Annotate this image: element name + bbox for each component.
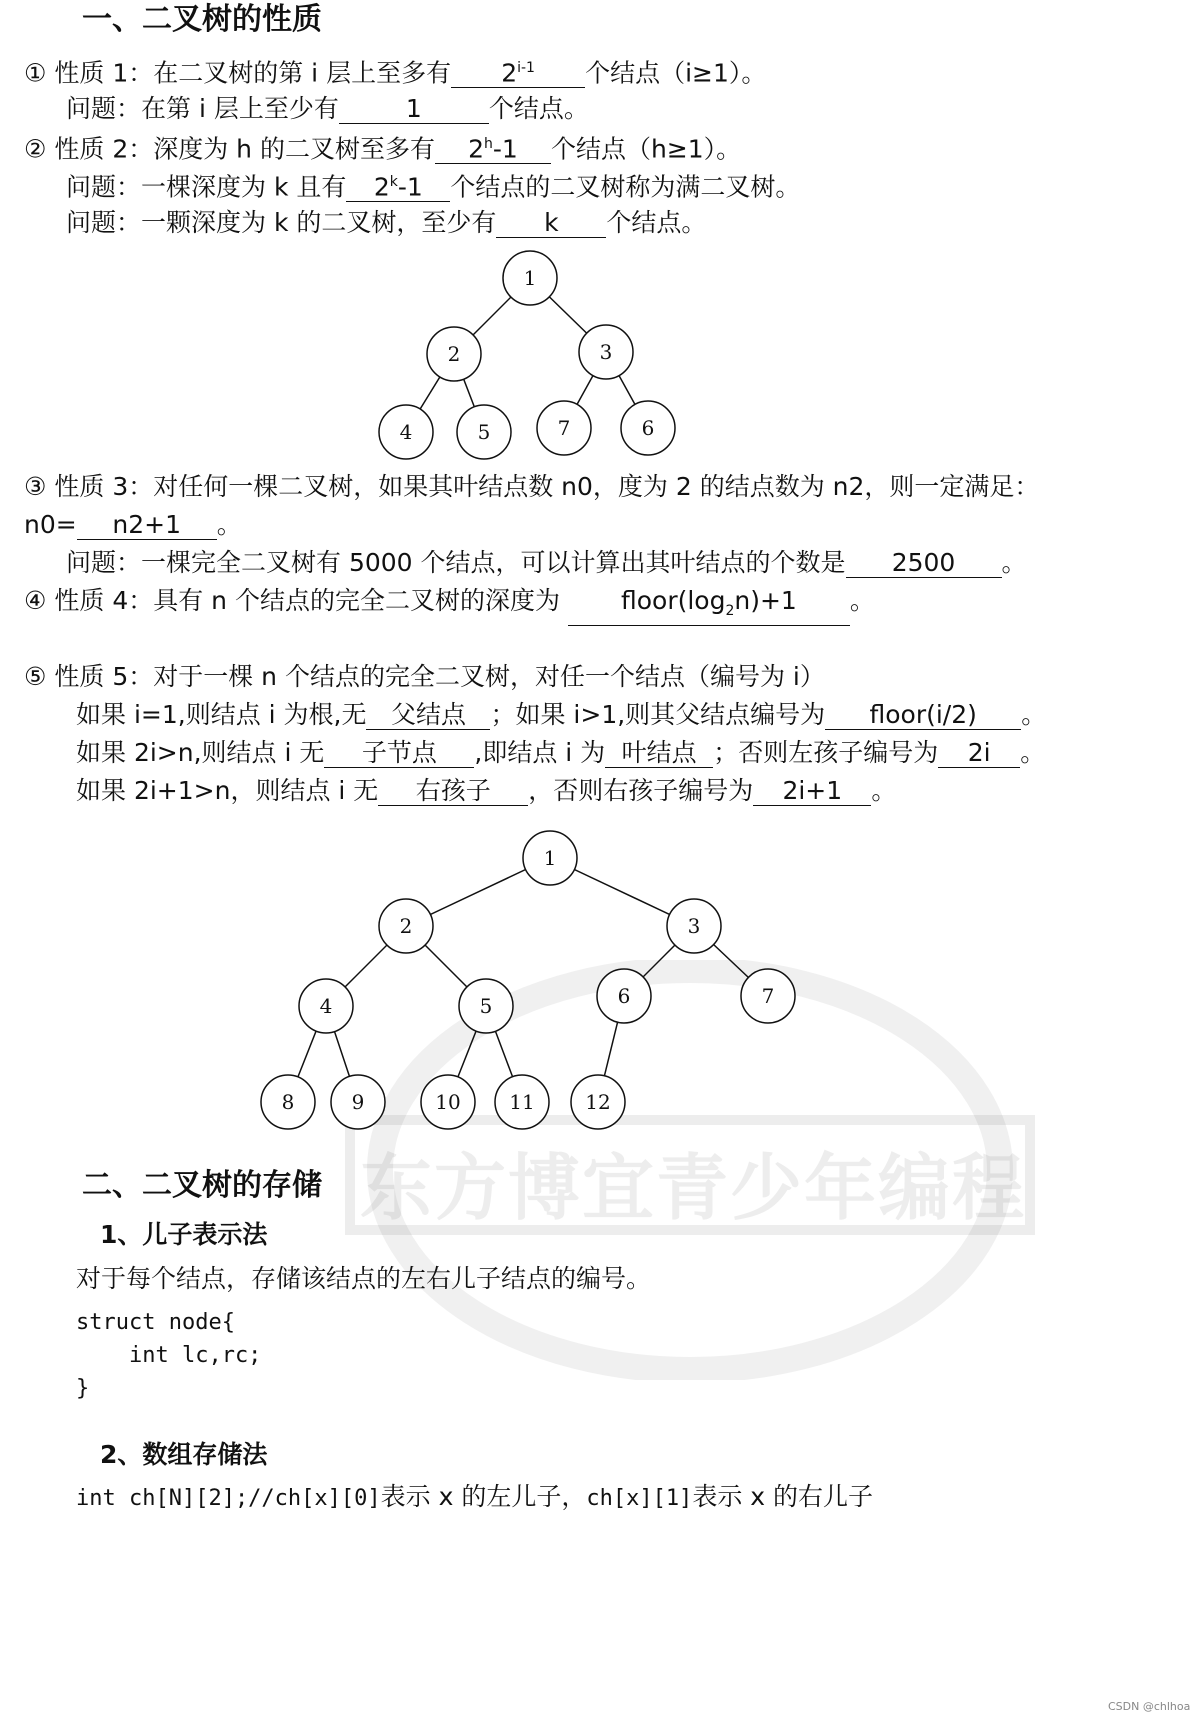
answer-2: 2$^h$-1 (435, 130, 551, 164)
tree1-label: 4 (399, 420, 413, 444)
answer-5a2: floor(i/2) (825, 701, 1021, 730)
answer-4: $floor(\log_2n)+1$ (568, 587, 850, 626)
watermark-text: 东方博宜青少年编程 (360, 1146, 1027, 1230)
tree2-label: 6 (617, 984, 631, 1008)
tree1-label: 2 (447, 342, 461, 366)
marker-2: ② (24, 134, 47, 164)
tree1-label: 6 (641, 416, 655, 440)
answer-5b3: 2i (938, 739, 1020, 768)
question-4: 问题：一棵完全二叉树有 5000 个结点，可以计算出其叶结点的个数是 2500 。 (66, 548, 1027, 577)
property-5: ⑤ 性质 5：对于一棵 n 个结点的完全二叉树，对任一个结点（编号为 i） (24, 662, 825, 691)
property-3-answer: n0= n2+1 。 (24, 510, 242, 539)
tree1-label: 1 (523, 266, 537, 290)
answer-q2: 2$^k$-1 (346, 168, 450, 202)
array-storage-line: int ch[N][2];//ch[x][0]表示 x 的左儿子，ch[x][1]表示 x 的右儿子 (76, 1482, 874, 1511)
section2-title: 二、二叉树的存储 (82, 1168, 322, 1203)
property-5a: 如果 i=1,则结点 i 为根,无 父结点 ；如果 i>1,则其父结点编号为 floor(i/2) 。 (76, 700, 1047, 729)
tree2-label: 12 (585, 1090, 611, 1114)
answer-q4: 2500 (846, 549, 1002, 578)
tree-diagram-2 (250, 824, 830, 1144)
question-3: 问题：一颗深度为 k 的二叉树，至少有 k 个结点。 (66, 208, 707, 237)
tree2-label: 2 (399, 914, 413, 938)
property-4: ④ 性质 4：具有 n 个结点的完全二叉树的深度为 $floor(\log_2n)+1$ 。 (24, 584, 875, 626)
tree1-label: 5 (477, 420, 491, 444)
answer-q1: 1 (339, 95, 489, 124)
answer-5c1: 右孩子 (378, 777, 528, 806)
marker-3: ③ (24, 472, 47, 501)
marker-1: ① (24, 58, 47, 88)
answer-5b2: 叶结点 (605, 739, 713, 768)
tree2-label: 4 (319, 994, 333, 1018)
answer-5c2: 2i+1 (753, 777, 871, 806)
code-line: } (76, 1376, 90, 1401)
question-1: 问题：在第 i 层上至少有 1 个结点。 (66, 94, 589, 123)
code-line: int lc,rc; (76, 1343, 262, 1368)
question-2: 问题：一棵深度为 k 且有 2$^k$-1 个结点的二叉树称为满二叉树。 (66, 168, 800, 204)
subsection-1-desc: 对于每个结点，存储该结点的左右儿子结点的编号。 (76, 1264, 652, 1293)
marker-5: ⑤ (24, 662, 47, 691)
tree2-label: 3 (687, 914, 701, 938)
credit: CSDN @chlhoa (1108, 1700, 1191, 1713)
tree1-label: 3 (599, 340, 613, 364)
subsection-1-title: 1、儿子表示法 (100, 1220, 268, 1249)
answer-5a1: 父结点 (366, 701, 490, 730)
answer-5b1: 子节点 (324, 739, 474, 768)
tree-diagram-1 (370, 248, 690, 468)
tree2-label: 7 (761, 984, 775, 1008)
tree2-label: 5 (479, 994, 493, 1018)
property-5c: 如果 2i+1>n，则结点 i 无 右孩子 ，否则右孩子编号为 2i+1 。 (76, 776, 897, 805)
marker-4: ④ (24, 586, 47, 615)
property-3: ③ 性质 3：对任何一棵二叉树，如果其叶结点数 n0，度为 2 的结点数为 n2，则一定满足： (24, 472, 1040, 501)
tree2-label: 11 (509, 1090, 535, 1114)
answer-1: 2$^{i-1}$ (451, 54, 585, 88)
section1-title: 一、二叉树的性质 (82, 2, 322, 37)
tree1-label: 7 (557, 416, 571, 440)
code-line: struct node{ (76, 1310, 235, 1335)
tree2-label: 10 (435, 1090, 461, 1114)
tree2-label: 9 (351, 1090, 365, 1114)
answer-3: n2+1 (77, 511, 217, 540)
property-2: ② 性质 2：深度为 h 的二叉树至多有 2$^h$-1 个结点（h≥1）。 (24, 130, 741, 166)
property-5b: 如果 2i>n,则结点 i 无 子节点 ,即结点 i 为 叶结点 ；否则左孩子编号为 2i 。 (76, 738, 1046, 767)
answer-q3: k (496, 209, 606, 238)
subsection-2-title: 2、数组存储法 (100, 1440, 268, 1469)
tree2-label: 1 (543, 846, 557, 870)
property-1: ① 性质 1：在二叉树的第 i 层上至多有 2$^{i-1}$ 个结点（i≥1）。 (24, 54, 766, 90)
tree2-label: 8 (281, 1090, 295, 1114)
